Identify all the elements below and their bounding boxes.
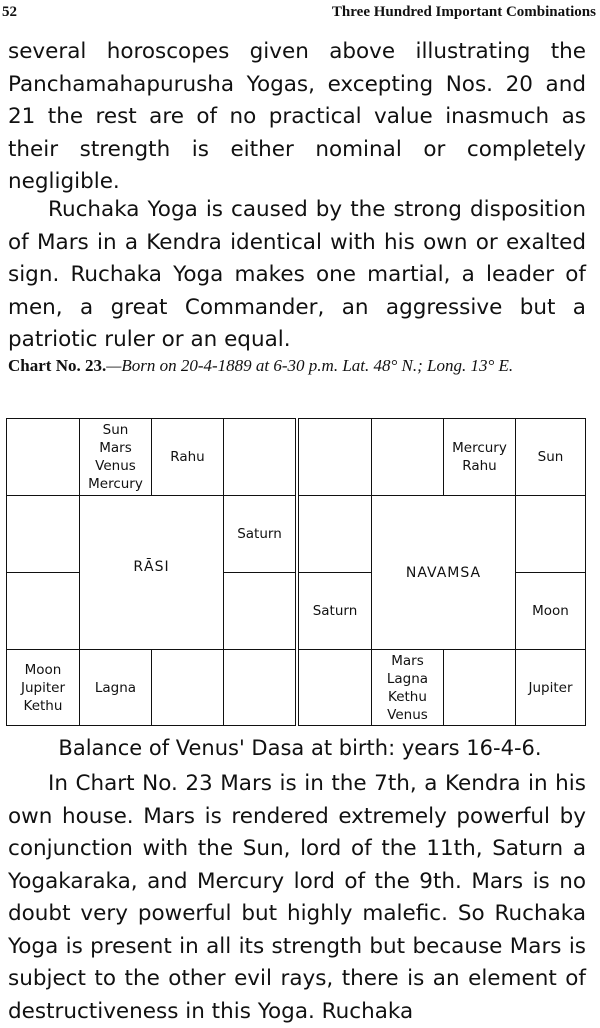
navamsa-house-12 xyxy=(299,419,371,495)
rasi-house-6 xyxy=(224,650,295,725)
navamsa-house-4 xyxy=(516,496,585,572)
navamsa-chart xyxy=(298,418,586,726)
navamsa-house-5: Moon xyxy=(532,603,569,619)
running-title: Three Hundred Important Combinations xyxy=(331,4,596,20)
rasi-house-9: Moon Jupiter Kethu xyxy=(20,661,65,714)
rasi-house-12 xyxy=(7,419,79,495)
rasi-house-7 xyxy=(152,650,223,725)
rasi-chart xyxy=(6,418,296,726)
navamsa-house-7 xyxy=(444,650,515,725)
navamsa-house-8: Mars Lagna Kethu Venus xyxy=(386,652,429,723)
page-header xyxy=(0,0,600,28)
rasi-house-1: Sun Mars Venus Mercury xyxy=(88,422,143,492)
navamsa-house-2: Mercury Rahu xyxy=(452,440,507,474)
navamsa-house-1 xyxy=(372,419,443,495)
chart-caption xyxy=(8,352,588,380)
navamsa-house-9 xyxy=(299,650,371,725)
rasi-house-10 xyxy=(7,573,79,649)
rasi-house-3 xyxy=(224,419,295,495)
navamsa-house-6: Jupiter xyxy=(528,679,573,696)
rasi-house-2: Rahu xyxy=(170,449,205,465)
rasi-house-11 xyxy=(7,496,79,572)
rasi-house-4: Saturn xyxy=(237,526,282,542)
rasi-house-5 xyxy=(224,573,295,649)
page-number: 52 xyxy=(2,4,17,20)
navamsa-house-3: Sun xyxy=(537,449,564,465)
chart-caption-details: —Born on 20-4-1889 at 6-30 p.m. Lat. 48° N.; Long. 13° E. xyxy=(106,356,514,375)
rasi-house-8: Lagna xyxy=(94,679,137,696)
chart-caption-label: Chart No. 23. xyxy=(8,356,107,375)
rasi-title: RĀSI xyxy=(133,559,170,575)
navamsa-title: NAVAMSA xyxy=(405,565,482,581)
paragraph-2: Ruchaka Yoga is caused by the strong disposition of Mars in a Kendra identical with his own or exalted sign. Ruchaka Yoga makes one martial, a leader of men, a great Commander, an aggressive but a patriotic ruler or an equal. xyxy=(8,197,586,352)
navamsa-house-10: Saturn xyxy=(312,603,358,619)
paragraph-3: In Chart No. 23 Mars is in the 7th, a Kendra in his own house. Mars is rendered extremely powerful by conjunction with the Sun, lord of the 11th, Saturn a Yogakaraka, and Mercury lord of the 9th. Mars is no doubt very powerful but highly malefic. So Ruchaka Yoga is present in all its strength but because Mars is subject to the other evil rays, there is an element of destructiveness in this Yoga. Ruchaka xyxy=(8,771,586,1024)
navamsa-house-11 xyxy=(299,496,371,572)
dasa-balance-line: Balance of Venus' Dasa at birth: years 16-4-6. xyxy=(58,736,542,760)
paragraph-1: several horoscopes given above illustrating the Panchamahapurusha Yogas, excepting Nos. 20 and 21 the rest are of no practical value inasmuch as their strength is either nominal or completely negligible. xyxy=(8,39,586,194)
